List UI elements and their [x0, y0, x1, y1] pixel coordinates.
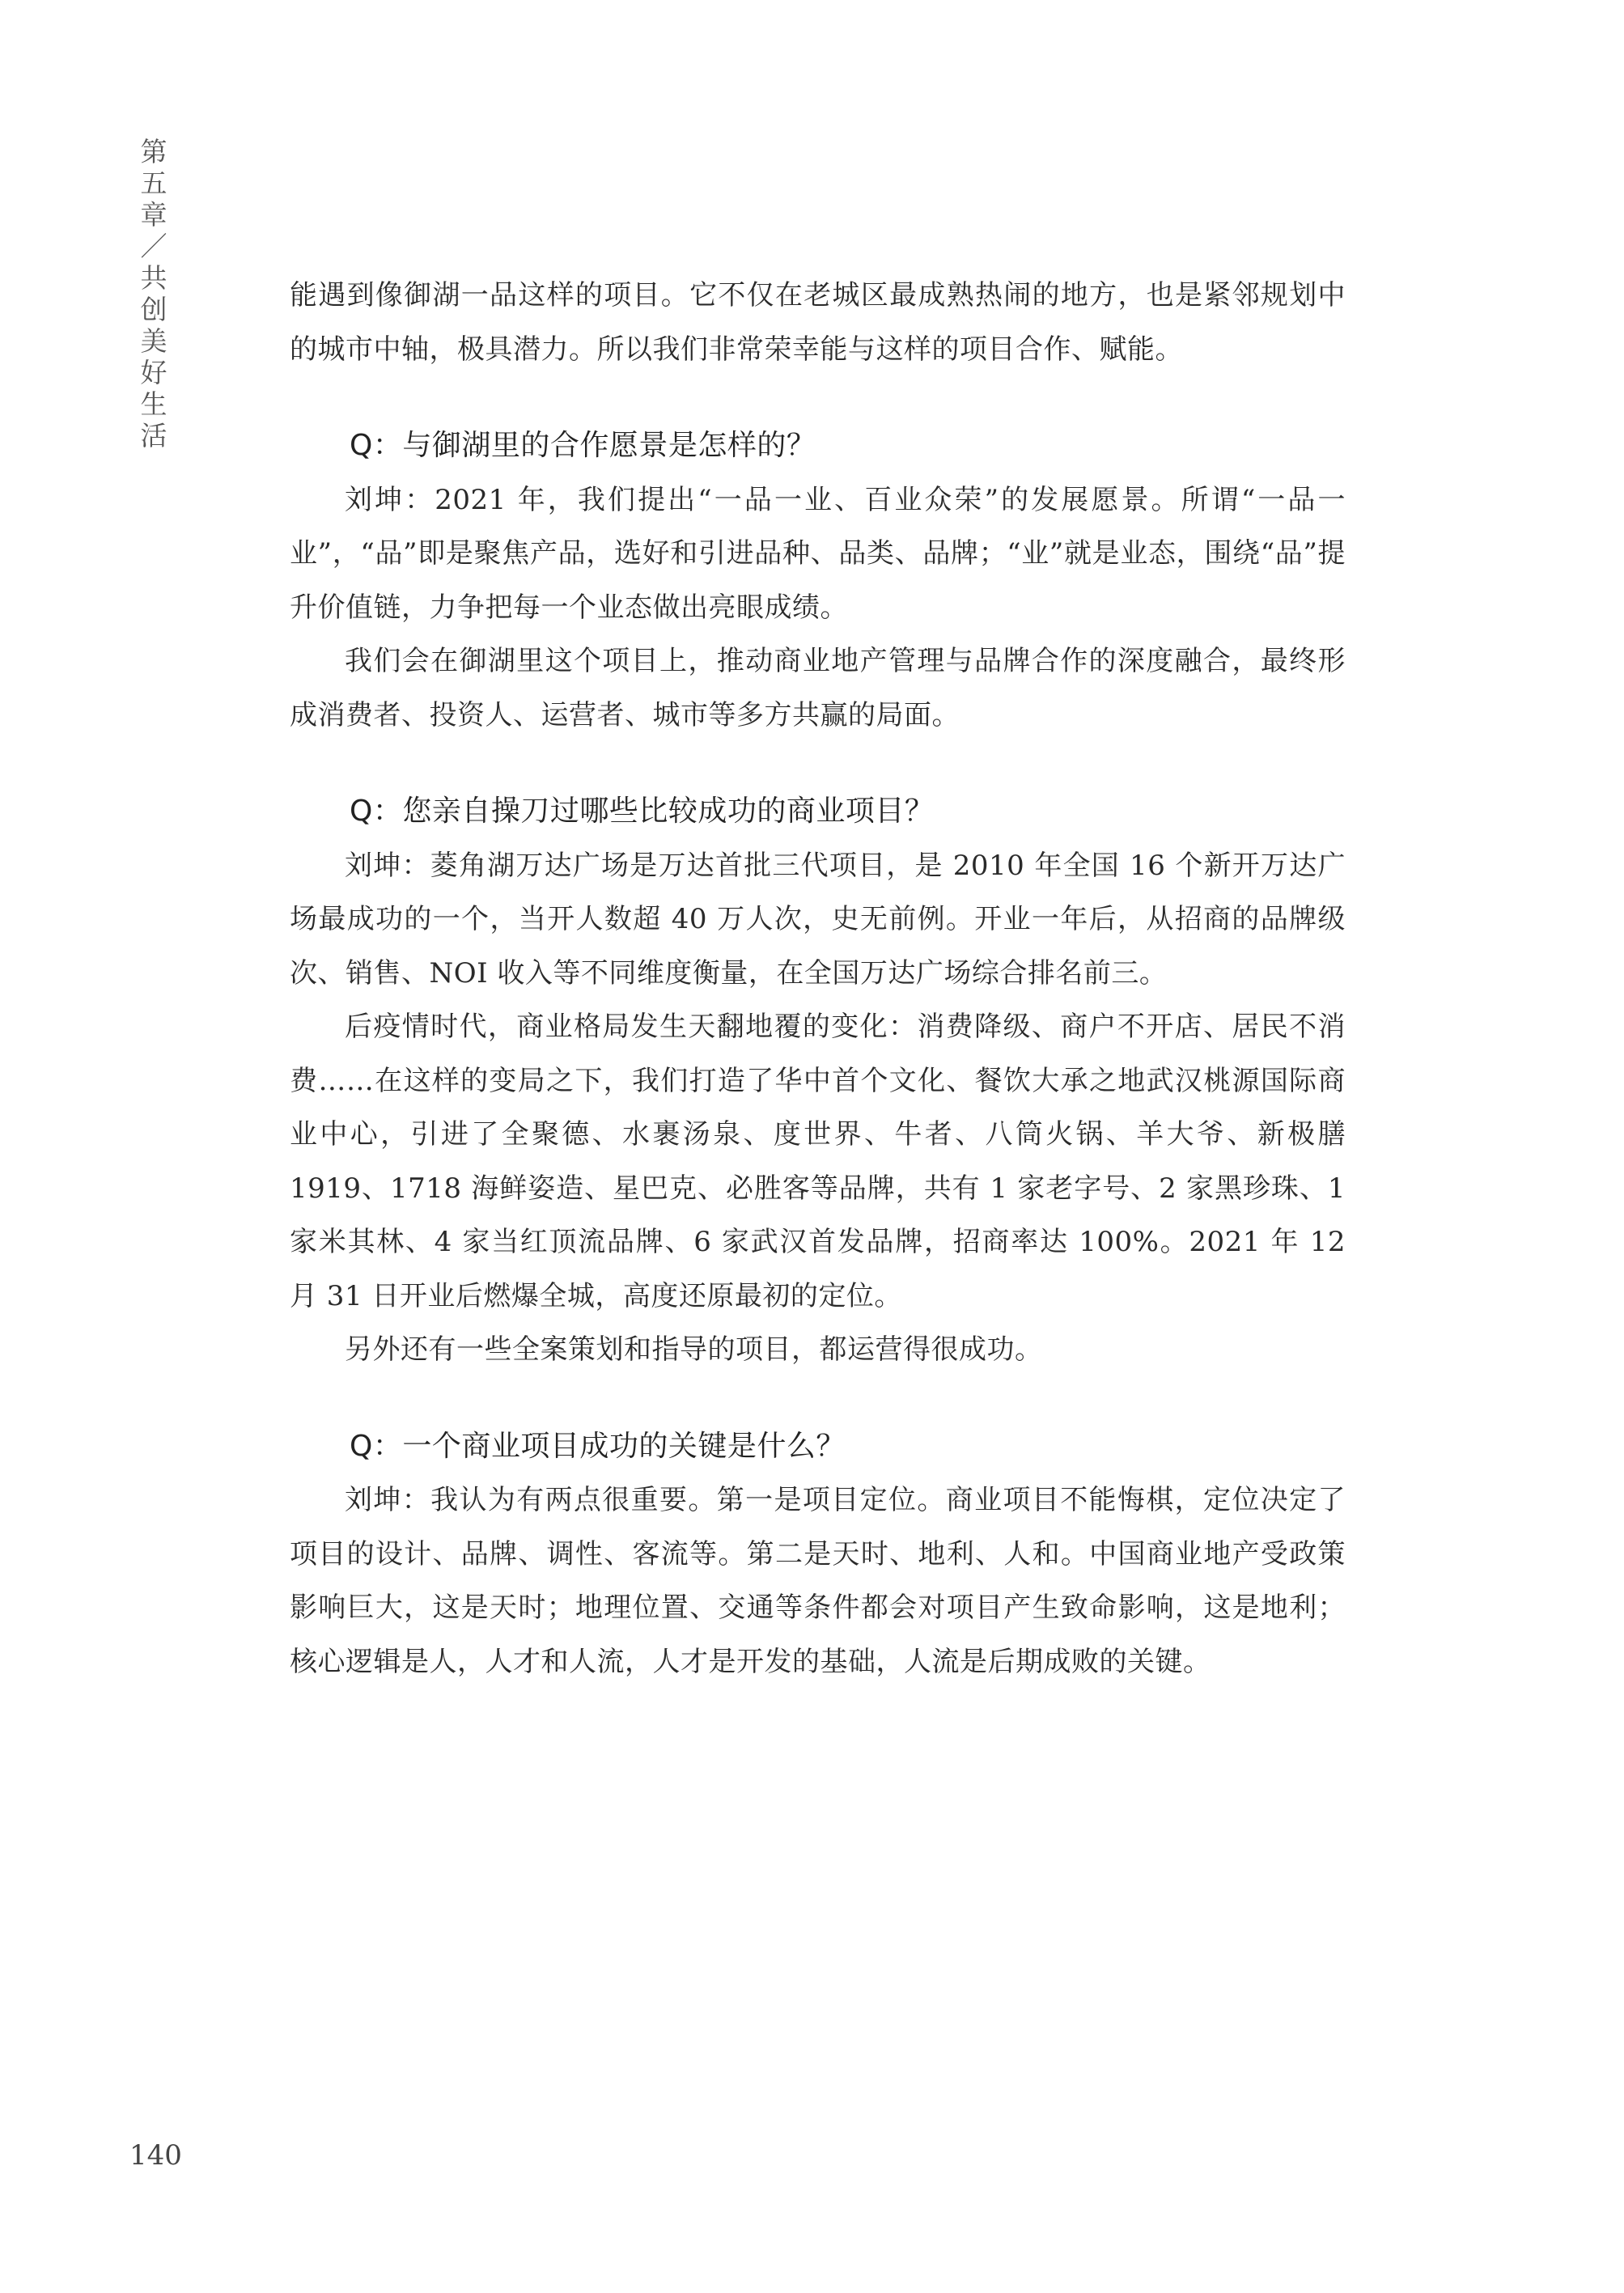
paragraph: 刘坤：2021 年，我们提出“一品一业、百业众荣”的发展愿景。所谓“一品一业”，“品”即是聚焦产品，选好和引进品种、品类、品牌；“业”就是业态，围绕“品”提升价值链，力争把每一个业态做出亮眼成绩。 — [290, 483, 1346, 624]
running-head: 第五章／共创美好生活 — [140, 136, 167, 451]
paragraph: 另外还有一些全案策划和指导的项目，都运营得很成功。 — [345, 1333, 1043, 1366]
page-number: 140 — [129, 2139, 182, 2172]
paragraph: 刘坤：我认为有两点很重要。第一是项目定位。商业项目不能悔棋，定位决定了项目的设计、品牌、调性、客流等。第二是天时、地利、人和。中国商业地产受政策影响巨大，这是天时；地理位置、交通等条件都会对项目产生致命影响，这是地利；核心逻辑是人，人才和人流，人才是开发的基础，人流是后期成败的关键。 — [290, 1484, 1346, 1678]
question-heading: Q：一个商业项目成功的关键是什么？ — [350, 1429, 846, 1463]
paragraph: 能遇到像御湖一品这样的项目。它不仅在老城区最成熟热闹的地方，也是紧邻规划中的城市中轴，极具潜力。所以我们非常荣幸能与这样的项目合作、赋能。 — [290, 279, 1346, 366]
paragraph: 刘坤：菱角湖万达广场是万达首批三代项目，是 2010 年全国 16 个新开万达广场最成功的一个，当开人数超 40 万人次，史无前例。开业一年后，从招商的品牌级次、销售、NOI 收入等不同维度衡量，在全国万达广场综合排名前三。 — [290, 849, 1346, 990]
paragraph: 我们会在御湖里这个项目上，推动商业地产管理与品牌合作的深度融合，最终形成消费者、投资人、运营者、城市等多方共赢的局面。 — [290, 645, 1346, 731]
paragraph: 后疫情时代，商业格局发生天翻地覆的变化：消费降级、商户不开店、居民不消费……在这样的变局之下，我们打造了华中首个文化、餐饮大承之地武汉桃源国际商业中心，引进了全聚德、水裹汤泉、度世界、牛者、八筒火锅、羊大爷、新极膳 1919、1718 海鲜姿造、星巴克、必胜客等品牌，共有 1 家老字号、2 家黑珍珠、1 家米其林、4 家当红顶流品牌、6 家武汉首发品牌，招商率达 100%。2021 年 12 月 31 日开业后燃爆全城，高度还原最初的定位。 — [290, 1011, 1346, 1312]
page-body — [290, 269, 1346, 1689]
question-heading: Q：与御湖里的合作愿景是怎样的？ — [350, 429, 816, 462]
question-heading: Q：您亲自操刀过哪些比较成功的商业项目？ — [350, 795, 935, 828]
